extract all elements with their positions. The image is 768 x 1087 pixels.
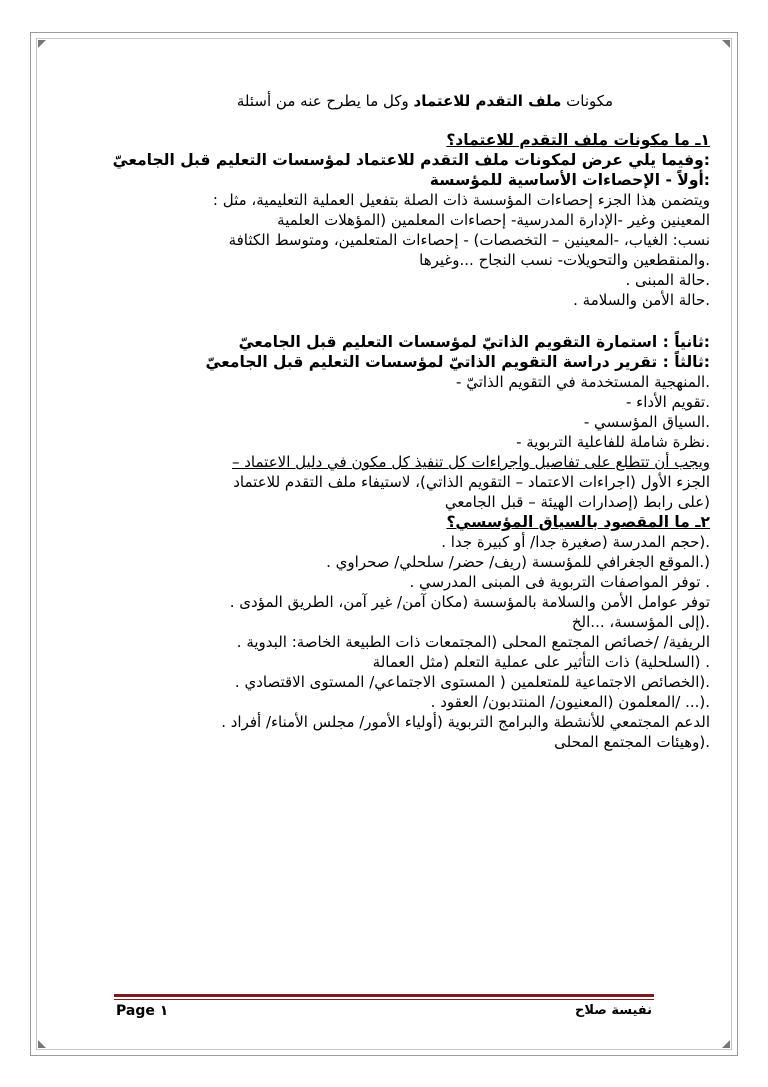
text-line: .(... /المعلمون (المعنيون/ المنتدبون/ العقود . xyxy=(430,693,710,711)
author-name: نفيسة صلاح xyxy=(575,1003,652,1018)
text-line: . توفر المواصفات التربوية فى المبنى المدرسي . xyxy=(409,573,710,591)
text-line: .حالة الأمن والسلامة . xyxy=(573,291,710,309)
document-title: مكونات ملف التقدم للاعتماد وكل ما يطرح عنه من أسئلة xyxy=(236,92,614,110)
text-line: .والمنقطعين والتحويلات- نسب النجاح ...وغيرها xyxy=(419,251,710,269)
corner-ornament-bottom-left xyxy=(38,1040,46,1048)
text-line: الريفية/ /خصائص المجتمع المحلى (المجتمعات ذات الطبيعة الخاصة: البدوية . xyxy=(236,633,710,651)
text-line: (على رابط (إصدارات الهيئة – قبل الجامعي xyxy=(444,493,710,511)
text-line: (.الموقع الجغرافي للمؤسسة (ريف/ حضر/ سلحلي/ صحراوي . xyxy=(326,553,710,571)
section-heading: ٢ـ ما المقصود بالسياق المؤسسي؟ xyxy=(446,513,710,531)
section-heading: ١ـ ما مكونات ملف التقدم للاعتماد؟ xyxy=(446,131,710,149)
corner-ornament-bottom-right xyxy=(722,1040,730,1048)
section-heading: :أولاً - الإحصاءات الأساسية للمؤسسة xyxy=(429,171,710,189)
text-line: الجزء الأول (اجراءات الاعتماد – التقويم الذاتي)، لاستيفاء ملف التقدم للاعتماد xyxy=(233,473,710,491)
text-line: نسب: الغياب، -المعينين – التخصصات) - إحصاءات المتعلمين، ومتوسط الكثافة xyxy=(228,231,710,249)
spacer xyxy=(100,310,710,332)
text-line: المعينين وغير -الإدارة المدرسية- إحصاءات المعلمين (المؤهلات العلمية xyxy=(277,211,710,229)
document-lines xyxy=(100,130,710,752)
page-number: Page ١ xyxy=(116,1003,169,1019)
text-line: .نظرة شاملة للفاعلية التربوية - xyxy=(516,433,710,451)
footer-rule-thin xyxy=(114,999,654,1000)
text-line: . (السلحلية) ذات التأثير على عملية التعلم (مثل العمالة xyxy=(372,653,710,671)
text-line: ويجب أن تتطلع على تفاصيل واجراءات كل تنفيذ كل مكون في دليل الاعتماد – xyxy=(231,453,710,471)
text-line: .تقويم الأداء - xyxy=(625,393,710,411)
text-line: .(حجم المدرسة (صغيرة جدا/ أو كبيرة جدا . xyxy=(441,533,710,551)
document-body xyxy=(100,90,710,752)
text-line: .السياق المؤسسي - xyxy=(583,413,710,431)
text-line: .حالة المبنى . xyxy=(625,271,710,289)
text-line: ويتضمن هذا الجزء إحصاءات المؤسسة ذات الصلة بتفعيل العملية التعليمية، مثل : xyxy=(212,191,710,209)
text-line: .المنهجية المستخدمة في التقويم الذاتيّ - xyxy=(456,373,710,391)
corner-ornament-top-left xyxy=(38,40,46,48)
text-line: .(إلى المؤسسة، ...الخ xyxy=(571,613,710,631)
text-line: توفر عوامل الأمن والسلامة بالمؤسسة (مكان آمن/ غير آمن، الطريق المؤدى . xyxy=(229,593,710,611)
section-heading: :ثانياً : استمارة التقويم الذاتيّ لمؤسسات التعليم قبل الجامعيّ xyxy=(238,333,710,351)
section-heading: :ثالثاً : تقرير دراسة التقويم الذاتيّ لمؤسسات التعليم قبل الجامعيّ xyxy=(205,353,710,371)
text-line: .(الخصائص الاجتماعية للمتعلمين ( المستوى الاجتماعي/ المستوى الاقتصادي . xyxy=(234,673,710,691)
text-line: الدعم المجتمعي للأنشطة والبرامج التربوية (أولياء الأمور/ مجلس الأمناء/ أفراد . xyxy=(221,713,710,731)
corner-ornament-top-right xyxy=(722,40,730,48)
text-line: .(وهيئات المجتمع المحلى xyxy=(554,733,710,751)
footer-rule-thick xyxy=(114,994,654,997)
section-heading: :وفيما يلي عرض لمكونات ملف التقدم للاعتماد لمؤسسات التعليم قبل الجامعيّ xyxy=(112,151,710,169)
